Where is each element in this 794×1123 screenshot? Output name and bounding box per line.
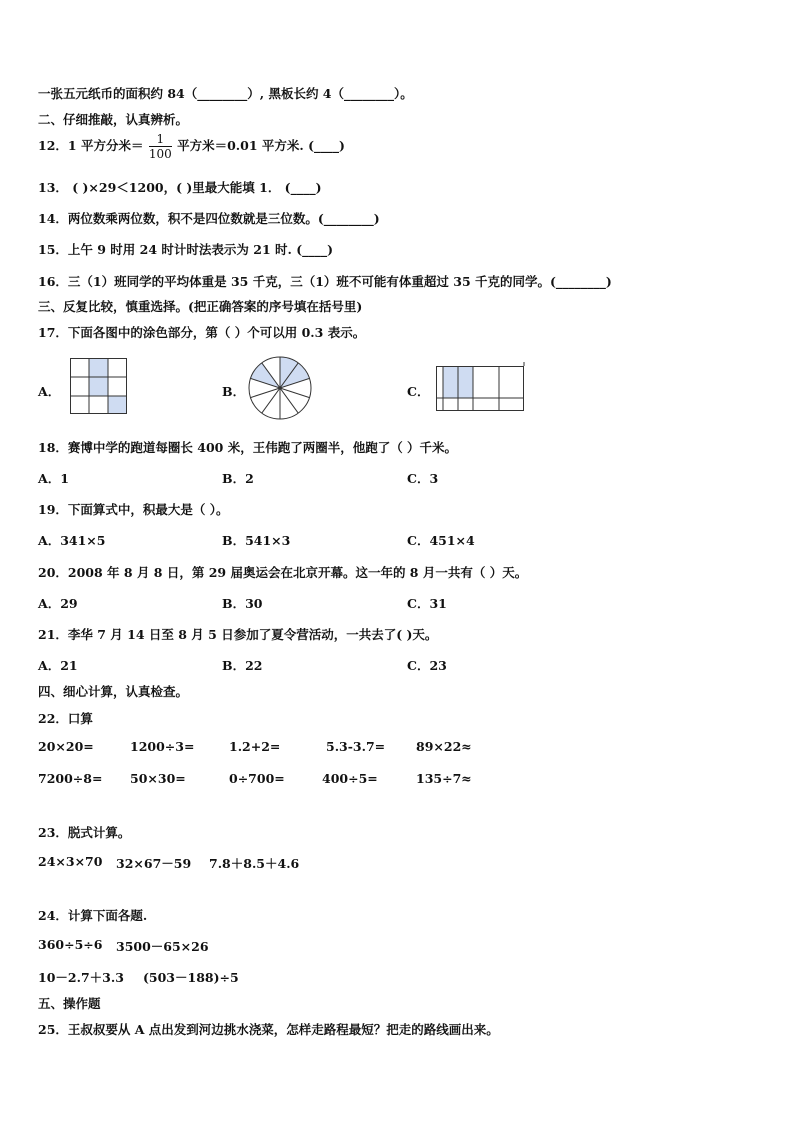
question-20: 20．2008 年 8 月 8 日，第 29 届奥运会在北京开幕。这一年的 8 月一共有（ ）天。 (38, 565, 528, 580)
question-21: 21．李华 7 月 14 日至 8 月 5 日参加了夏令营活动，一共去了( )天。 (38, 627, 438, 642)
question-12 (38, 132, 345, 161)
section-5-heading: 五、操作题 (38, 996, 101, 1011)
oral-calc-item: 135÷7≈ (416, 771, 472, 786)
step-calc-item: 32×67－59 (116, 856, 192, 871)
calc-item: 360÷5÷6 (38, 937, 103, 952)
fraction (149, 132, 172, 161)
calc-item: 3500－65×26 (116, 939, 209, 954)
q12-suffix: 平方米＝0.01 平方米. (____) (177, 138, 345, 153)
oral-calc-item: 1.2+2= (229, 739, 281, 754)
question-11: 一张五元纸币的面积约 84（________）, 黑板长约 4（________）。 (38, 86, 413, 101)
question-13: 13． ( )×29＜1200，( )里最大能填 1． (____) (38, 180, 322, 195)
q17-figure-a-grid (70, 358, 128, 415)
oral-calc-item: 20×20= (38, 739, 94, 754)
q21-option-c[interactable]: C．23 (407, 658, 447, 673)
step-calc-item: 24×3×70 (38, 854, 103, 869)
q12-prefix: 12．1 平方分米＝ (38, 138, 144, 153)
oral-calc-item: 0÷700= (229, 771, 285, 786)
q20-option-b[interactable]: B．30 (222, 596, 263, 611)
oral-calc-item: 50×30= (130, 771, 186, 786)
oral-calc-item: 5.3-3.7= (326, 739, 386, 754)
q21-option-a[interactable]: A．21 (38, 658, 78, 673)
question-19: 19．下面算式中，积最大是（ ）。 (38, 502, 229, 517)
question-15: 15．上午 9 时用 24 时计时法表示为 21 时. (____) (38, 242, 334, 257)
calc-item: 10－2.7＋3.3 (38, 970, 124, 985)
q17-option-b-label: B． (222, 384, 246, 399)
question-18: 18．赛博中学的跑道每圈长 400 米，王伟跑了两圈半，他跑了（ ）千米。 (38, 440, 458, 455)
q20-option-c[interactable]: C．31 (407, 596, 447, 611)
calc-item: (503－188)÷5 (143, 970, 239, 985)
question-14: 14．两位数乘两位数，积不是四位数就是三位数。(________) (38, 211, 380, 226)
section-3-heading: 三、反复比较，慎重选择。(把正确答案的序号填在括号里) (38, 299, 363, 314)
question-25: 25．王叔叔要从 A 点出发到河边挑水浇菜，怎样走路程最短？把走的路线画出来。 (38, 1022, 499, 1037)
q20-option-a[interactable]: A．29 (38, 596, 78, 611)
q17-figure-b-circle (247, 355, 313, 421)
q18-option-c[interactable]: C．3 (407, 471, 439, 486)
step-calc-item: 7.8＋8.5＋4.6 (209, 856, 300, 871)
q19-option-a[interactable]: A．341×5 (38, 533, 106, 548)
question-17: 17．下面各图中的涂色部分，第（ ）个可以用 0.3 表示。 (38, 325, 366, 340)
fraction-denominator: 100 (148, 147, 172, 161)
section-2-heading: 二、仔细推敲，认真辨析。 (38, 112, 189, 127)
q17-option-c-label: C． (407, 384, 430, 399)
question-22: 22．口算 (38, 711, 93, 726)
fraction-numerator: 1 (149, 132, 172, 147)
q19-option-c[interactable]: C．451×4 (407, 533, 475, 548)
question-23: 23．脱式计算。 (38, 825, 131, 840)
q18-option-a[interactable]: A．1 (38, 471, 69, 486)
section-4-heading: 四、细心计算，认真检查。 (38, 684, 189, 699)
oral-calc-item: 7200÷8= (38, 771, 103, 786)
q17-figure-c-bar (436, 362, 526, 412)
question-24: 24．计算下面各题. (38, 908, 148, 923)
q19-option-b[interactable]: B．541×3 (222, 533, 291, 548)
oral-calc-item: 400÷5= (322, 771, 378, 786)
q18-option-b[interactable]: B．2 (222, 471, 254, 486)
oral-calc-item: 1200÷3= (130, 739, 195, 754)
q17-option-a-label: A． (38, 384, 61, 399)
question-16: 16．三（1）班同学的平均体重是 35 千克，三（1）班不可能有体重超过 35 千克的同学。(________) (38, 274, 612, 289)
q21-option-b[interactable]: B．22 (222, 658, 263, 673)
oral-calc-item: 89×22≈ (416, 739, 472, 754)
